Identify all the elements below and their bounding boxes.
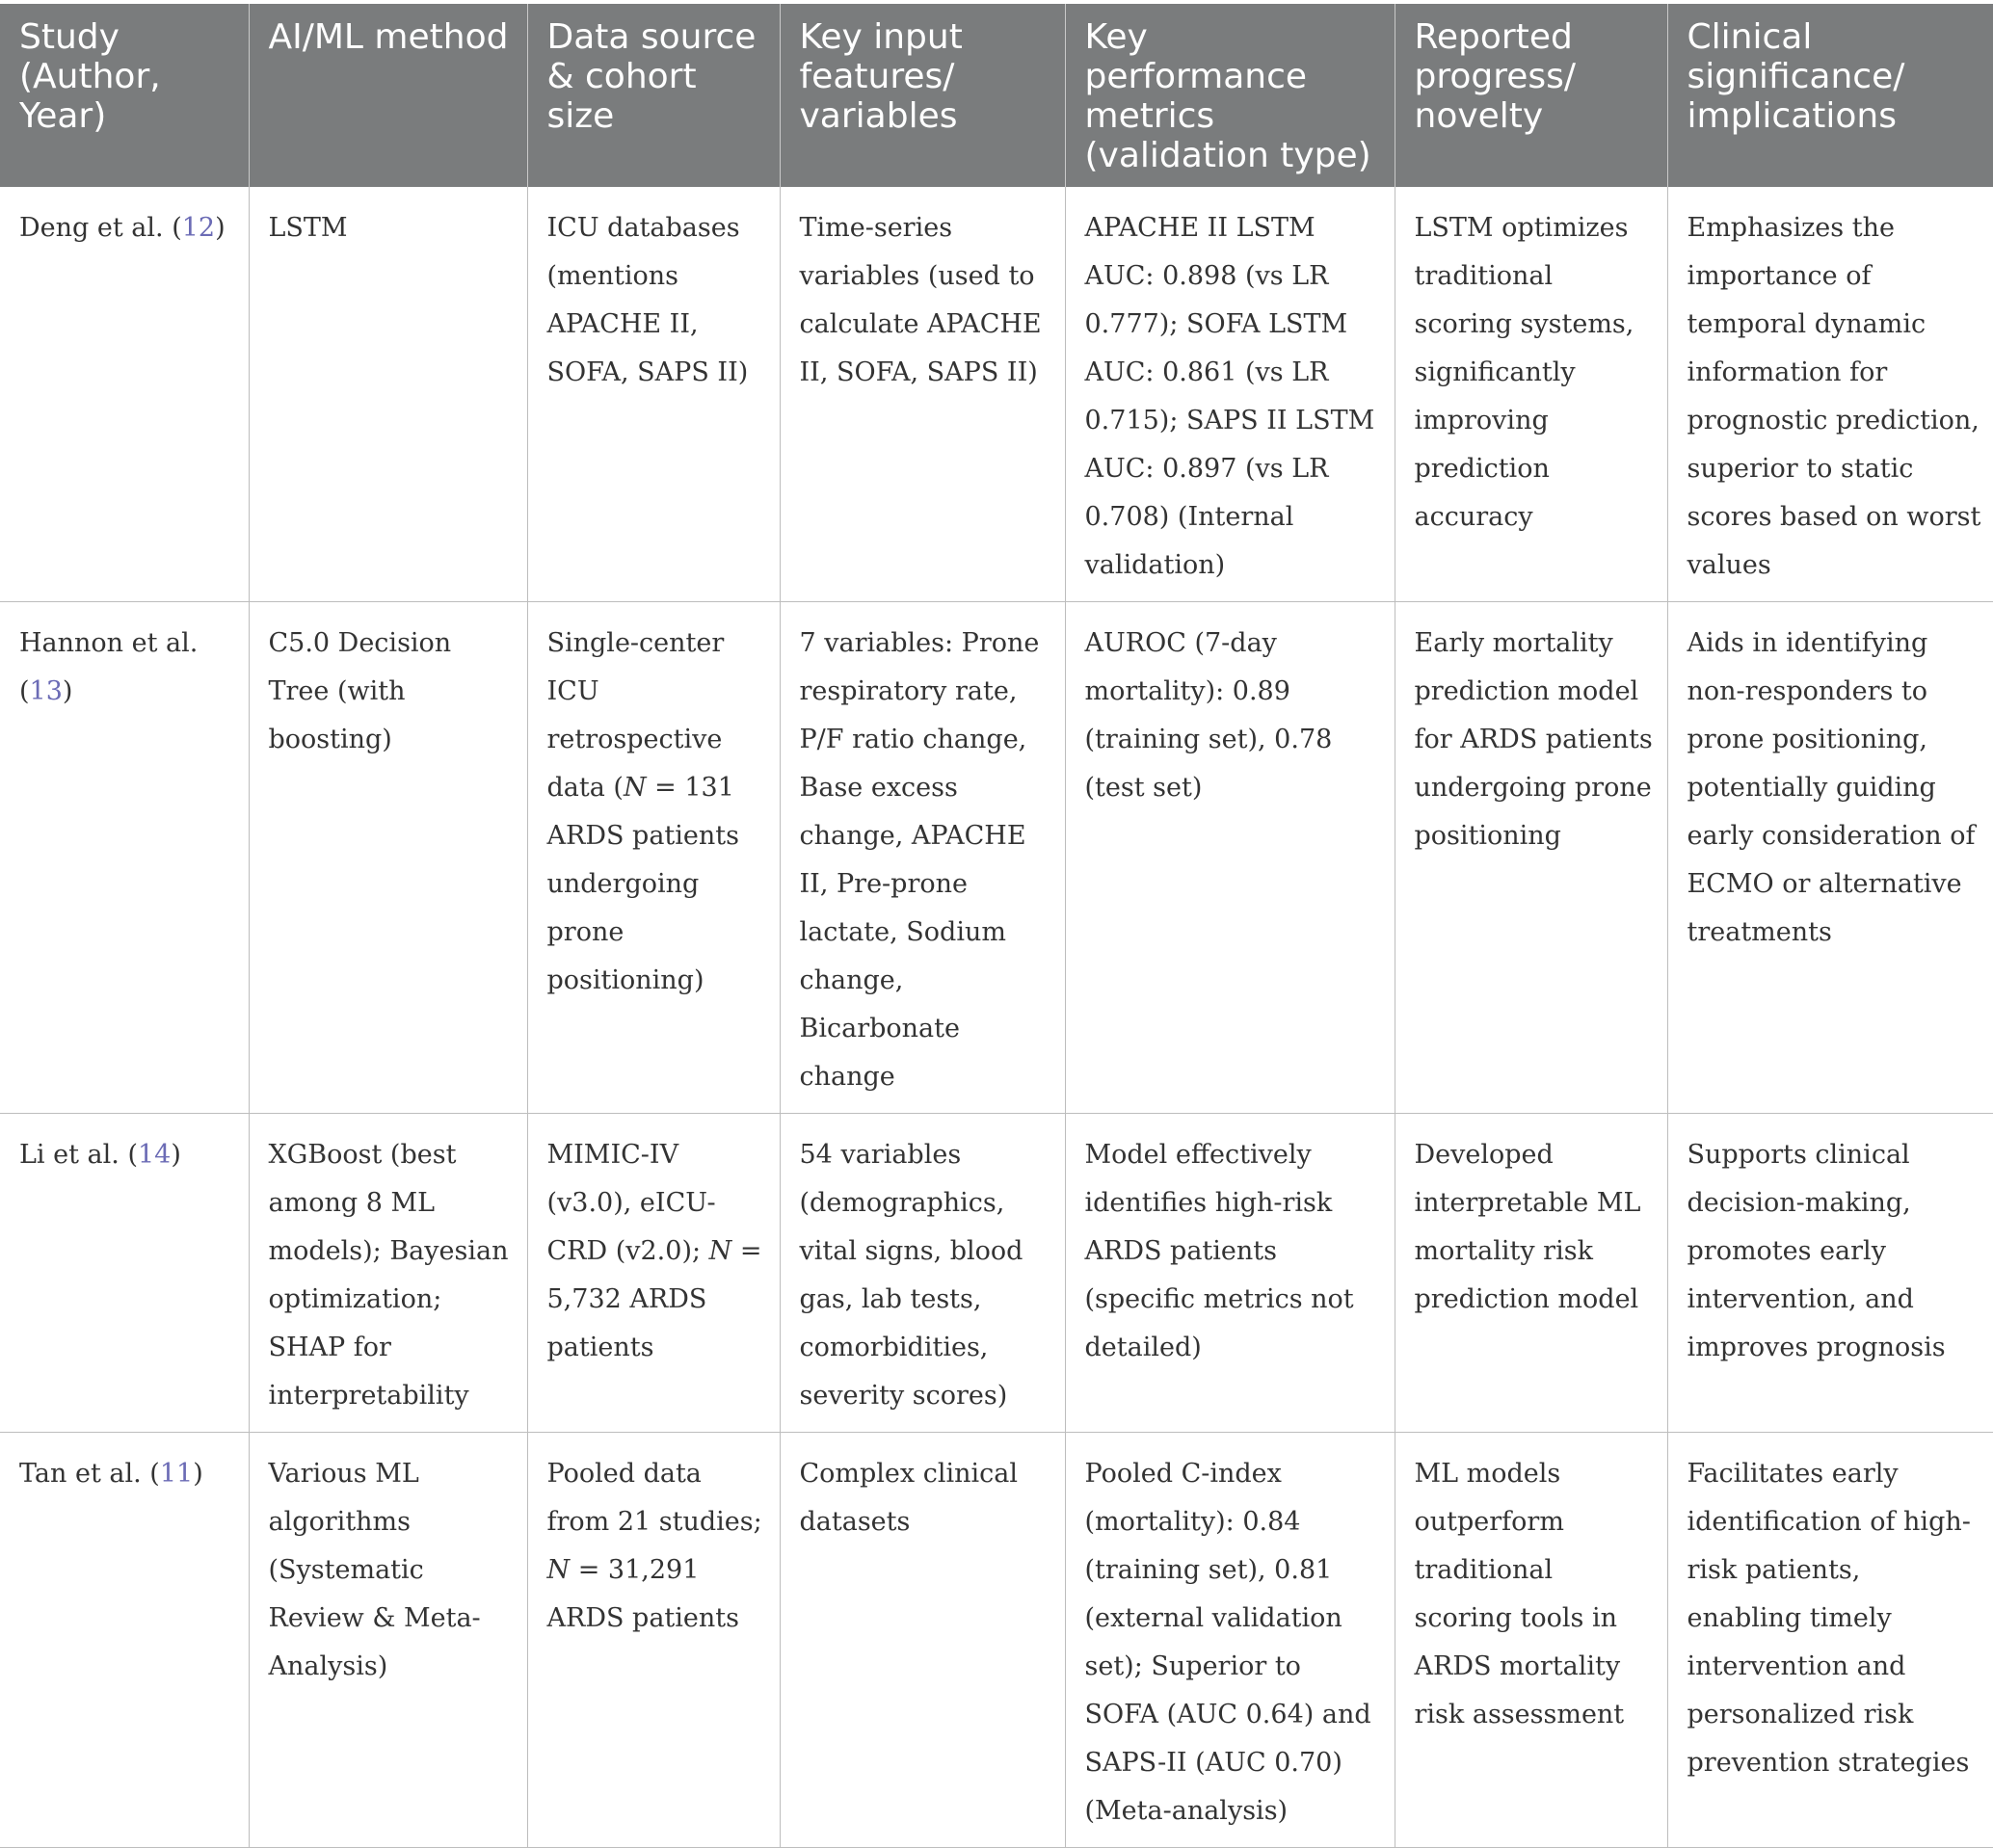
study-close: ) xyxy=(215,213,226,243)
cell-data-source xyxy=(527,1433,780,1848)
cell-method: Various ML algorithms (Systematic Review & Meta-Analysis) xyxy=(249,1433,527,1848)
cell-progress: Early mortality prediction model for ARDS patients undergoing prone positioning xyxy=(1395,602,1667,1114)
cell-progress: LSTM optimizes traditional scoring systems, significantly improving prediction accuracy xyxy=(1395,187,1667,602)
header-metrics: Key performance metrics (validation type) xyxy=(1065,4,1395,187)
study-author: Tan et al. ( xyxy=(19,1459,160,1489)
cell-method: LSTM xyxy=(249,187,527,602)
reference-link[interactable]: 14 xyxy=(138,1140,172,1170)
n-symbol: N xyxy=(708,1236,732,1266)
cell-study xyxy=(0,1114,249,1433)
data-source-pre: Pooled data from 21 studies; xyxy=(546,1459,762,1537)
table-row xyxy=(0,187,1993,602)
n-symbol: N xyxy=(623,773,647,803)
header-study: Study (Author, Year) xyxy=(0,4,249,187)
cell-metrics: Pooled C-index (mortality): 0.84 (training set), 0.81 (external validation set); Superior to SOFA (AUC 0.64) and SAPS-II (AUC 0.70) (Meta-analysis) xyxy=(1065,1433,1395,1848)
cell-features: Complex clinical datasets xyxy=(780,1433,1065,1848)
data-source-pre: MIMIC-IV (v3.0), eICU-CRD (v2.0); xyxy=(546,1140,716,1266)
cell-progress: Developed interpretable ML mortality risk prediction model xyxy=(1395,1114,1667,1433)
cell-data-source: ICU databases (mentions APACHE II, SOFA, SAPS II) xyxy=(527,187,780,602)
table-row xyxy=(0,1114,1993,1433)
header-features: Key input features/ variables xyxy=(780,4,1065,187)
cell-features: Time-series variables (used to calculate APACHE II, SOFA, SAPS II) xyxy=(780,187,1065,602)
cell-significance: Supports clinical decision-making, promotes early intervention, and improves prognosis xyxy=(1667,1114,1993,1433)
header-method: AI/ML method xyxy=(249,4,527,187)
header-progress: Reported progress/ novelty xyxy=(1395,4,1667,187)
n-symbol: N xyxy=(546,1555,571,1585)
study-close: ) xyxy=(62,676,73,706)
cell-features: 54 variables (demographics, vital signs, blood gas, lab tests, comorbidities, severity scores) xyxy=(780,1114,1065,1433)
cell-significance: Aids in identifying non-responders to prone positioning, potentially guiding early consideration of ECMO or alternative treatments xyxy=(1667,602,1993,1114)
cell-data-source xyxy=(527,602,780,1114)
header-significance: Clinical significance/ implications xyxy=(1667,4,1993,187)
cell-metrics: AUROC (7-day mortality): 0.89 (training set), 0.78 (test set) xyxy=(1065,602,1395,1114)
cell-data-source xyxy=(527,1114,780,1433)
table-body xyxy=(0,187,1993,1848)
cell-metrics: APACHE II LSTM AUC: 0.898 (vs LR 0.777); SOFA LSTM AUC: 0.861 (vs LR 0.715); SAPS II LSTM AUC: 0.897 (vs LR 0.708) (Internal validation) xyxy=(1065,187,1395,602)
cell-significance: Emphasizes the importance of temporal dynamic information for prognostic prediction, superior to static scores based on worst values xyxy=(1667,187,1993,602)
cell-significance: Facilitates early identification of high-risk patients, enabling timely intervention and personalized risk prevention strategies xyxy=(1667,1433,1993,1848)
study-table-container xyxy=(0,4,1993,1848)
cell-study xyxy=(0,1433,249,1848)
header-data-source: Data source & cohort size xyxy=(527,4,780,187)
reference-link[interactable]: 13 xyxy=(29,676,63,706)
data-source-post: = 5,732 ARDS patients xyxy=(546,1236,762,1362)
header-row xyxy=(0,4,1993,187)
cell-method: C5.0 Decision Tree (with boosting) xyxy=(249,602,527,1114)
cell-features: 7 variables: Prone respiratory rate, P/F ratio change, Base excess change, APACHE II, Pre-prone lactate, Sodium change, Bicarbonate change xyxy=(780,602,1065,1114)
study-comparison-table xyxy=(0,4,1993,1848)
study-close: ) xyxy=(171,1140,181,1170)
table-row xyxy=(0,1433,1993,1848)
reference-link[interactable]: 12 xyxy=(181,213,216,243)
reference-link[interactable]: 11 xyxy=(159,1459,194,1489)
cell-study xyxy=(0,602,249,1114)
cell-method: XGBoost (best among 8 ML models); Bayesian optimization; SHAP for interpretability xyxy=(249,1114,527,1433)
study-author: Hannon et al. ( xyxy=(19,628,199,706)
cell-study xyxy=(0,187,249,602)
table-row xyxy=(0,602,1993,1114)
cell-metrics: Model effectively identifies high-risk ARDS patients (specific metrics not detailed) xyxy=(1065,1114,1395,1433)
study-author: Li et al. ( xyxy=(19,1140,138,1170)
data-source-post: = 131 ARDS patients undergoing prone positioning) xyxy=(546,773,739,995)
study-author: Deng et al. ( xyxy=(19,213,182,243)
data-source-post: = 31,291 ARDS patients xyxy=(546,1555,739,1633)
study-close: ) xyxy=(193,1459,203,1489)
cell-progress: ML models outperform traditional scoring tools in ARDS mortality risk assessment xyxy=(1395,1433,1667,1848)
table-header xyxy=(0,4,1993,187)
data-source-pre: Single-center ICU retrospective data ( xyxy=(546,628,725,803)
